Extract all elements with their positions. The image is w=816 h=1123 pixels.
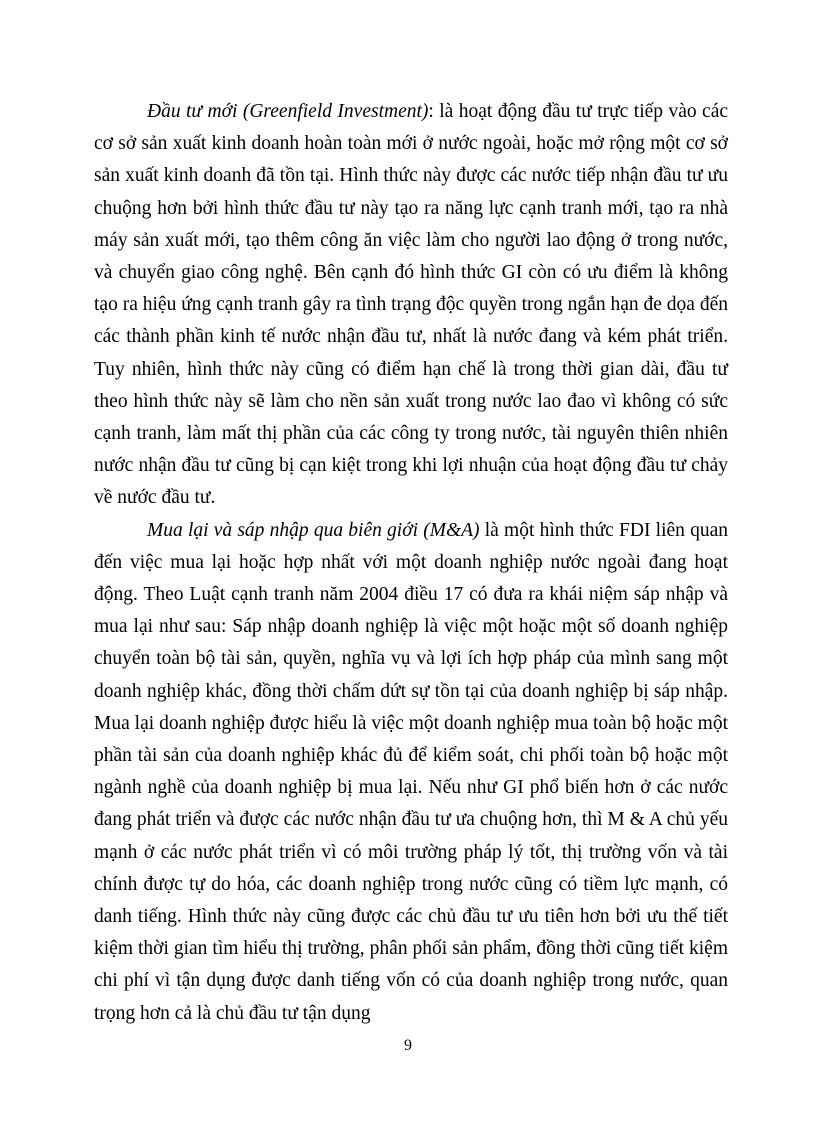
term-mergers-acquisitions: Mua lại và sáp nhập qua biên giới (M&A) [147, 519, 480, 541]
paragraph-mergers-acquisitions [94, 515, 728, 1030]
paragraph-greenfield-investment [94, 96, 728, 515]
paragraph-ma-text: là một hình thức FDI liên quan đến việc mua lại hoặc hợp nhất với một doanh nghiệp nước ngoài đang hoạt động. Theo Luật cạnh tranh năm 2004 điều 17 có đưa ra khái niệm sáp nhập và mua lại như sau: Sáp nhập doanh nghiệp là việc một hoặc một số doanh nghiệp chuyển toàn bộ tài sản, quyền, nghĩa vụ và lợi ích hợp pháp của mình sang một doanh nghiệp khác, đồng thời chấm dứt sự tồn tại của doanh nghiệp bị sáp nhập. Mua lại doanh nghiệp được hiểu là việc một doanh nghiệp mua toàn bộ hoặc một phần tài sản của doanh nghiệp khác đủ để kiểm soát, chi phối toàn bộ hoặc một ngành nghề của doanh nghiệp bị mua lại. Nếu như GI phổ biến hơn ở các nước đang phát triển và được các nước nhận đầu tư ưa chuộng hơn, thì M & A chủ yếu mạnh ở các nước phát triển vì có môi trường pháp lý tốt, thị trường vốn và tài chính được tự do hóa, các doanh nghiệp trong nước cũng có tiềm lực mạnh, có danh tiếng. Hình thức này cũng được các chủ đầu tư ưu tiên hơn bởi ưu thế tiết kiệm thời gian tìm hiểu thị trường, phân phối sản phẩm, đồng thời cũng tiết kiệm chi phí vì tận dụng được danh tiếng vốn có của doanh nghiệp trong nước, quan trọng hơn cả là chủ đầu tư tận dụng [94, 519, 728, 1024]
paragraph-greenfield-text: : là hoạt động đầu tư trực tiếp vào các cơ sở sản xuất kinh doanh hoàn toàn mới ở nước ngoài, hoặc mở rộng một cơ sở sản xuất kinh doanh đã tồn tại. Hình thức này được các nước tiếp nhận đầu tư ưu chuộng hơn bởi hình thức đầu tư này tạo ra năng lực cạnh tranh mới, tạo ra nhà máy sản xuất mới, tạo thêm công ăn việc làm cho người lao động ở trong nước, và chuyển giao công nghệ. Bên cạnh đó hình thức GI còn có ưu điểm là không tạo ra hiệu ứng cạnh tranh gây ra tình trạng độc quyền trong ngắn hạn đe dọa đến các thành phần kinh tế nước nhận đầu tư, nhất là nước đang và kém phát triển. Tuy nhiên, hình thức này cũng có điểm hạn chế là trong thời gian dài, đầu tư theo hình thức này sẽ làm cho nền sản xuất trong nước lao đao vì không có sức cạnh tranh, làm mất thị phần của các công ty trong nước, tài nguyên thiên nhiên nước nhận đầu tư cũng bị cạn kiệt trong khi lợi nhuận của hoạt động đầu tư chảy về nước đầu tư. [94, 101, 729, 509]
term-greenfield-investment: Đầu tư mới (Greenfield Investment) [147, 101, 429, 122]
body-text [94, 96, 728, 1030]
page-number: 9 [404, 1037, 412, 1054]
